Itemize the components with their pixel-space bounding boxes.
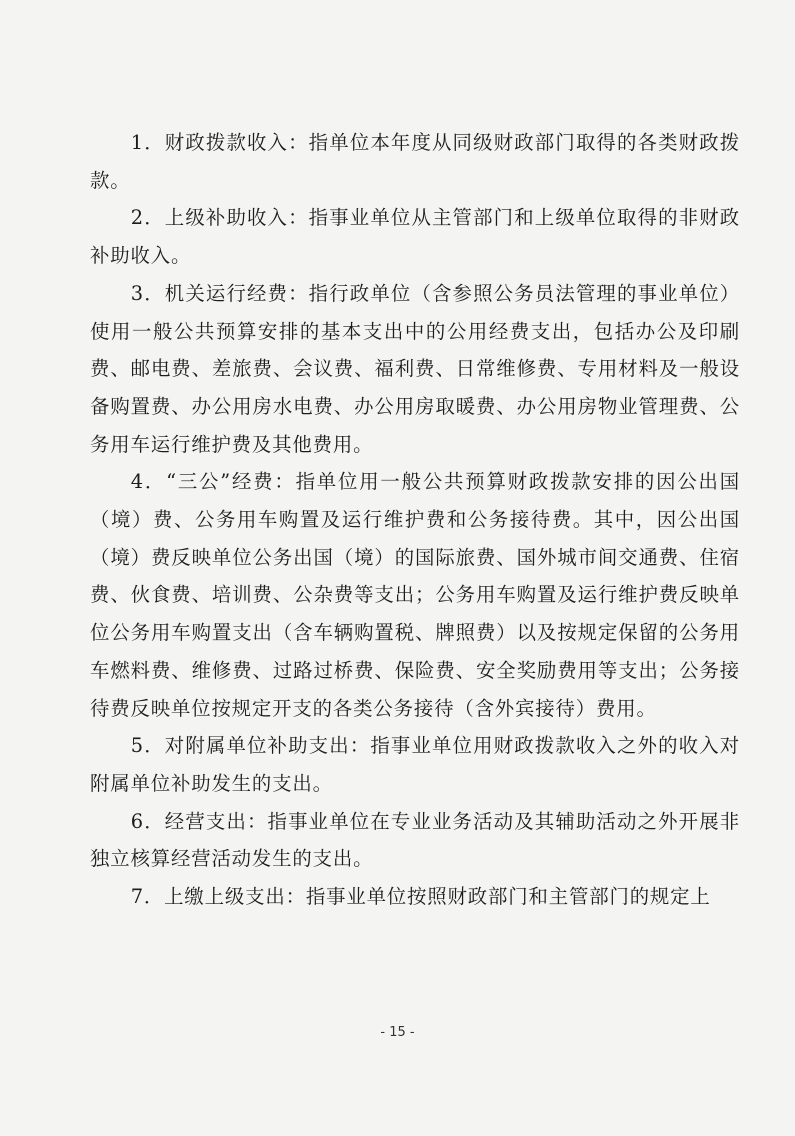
paragraph-agency-operating-expenses: 3．机关运行经费：指行政单位（含参照公务员法管理的事业单位）使用一般公共预算安排的基本支出中的公用经费支出，包括办公及印刷费、邮电费、差旅费、会议费、福利费、日常维修费、专用材料及一般设备购置费、办公用房水电费、办公用房取暖费、办公用房物业管理费、公务用车运行维护费及其他费用。	[90, 281, 740, 456]
paragraph-operating-expenditure: 6．经营支出：指事业单位在专业业务活动及其辅助活动之外开展非独立核算经营活动发生的支出。	[90, 809, 740, 871]
paragraph-three-public-expenses: 4．“三公”经费：指单位用一般公共预算财政拨款安排的因公出国（境）费、公务用车购置及运行维护费和公务接待费。其中，因公出国（境）费反映单位公务出国（境）的国际旅费、国外城市间交通费、住宿费、伙食费、培训费、公杂费等支出；公务用车购置及运行维护费反映单位公务用车购置支出（含车辆购置税、牌照费）以及按规定保留的公务用车燃料费、维修费、过路过桥费、保险费、安全奖励费用等支出；公务接待费反映单位按规定开支的各类公务接待（含外宾接待）费用。	[90, 470, 740, 720]
paragraph-fiscal-appropriation-income: 1．财政拨款收入：指单位本年度从同级财政部门取得的各类财政拨款。	[90, 131, 740, 192]
paragraph-subsidy-to-affiliates: 5．对附属单位补助支出：指事业单位用财政拨款收入之外的收入对附属单位补助发生的支出。	[90, 734, 740, 795]
paragraph-remittance-to-superior: 7．上缴上级支出：指事业单位按照财政部门和主管部门的规定上	[130, 885, 711, 909]
page-number: - 15 -	[380, 1025, 415, 1040]
paragraph-superior-subsidy-income: 2．上级补助收入：指事业单位从主管部门和上级单位取得的非财政补助收入。	[90, 206, 740, 268]
body-text	[90, 124, 740, 916]
